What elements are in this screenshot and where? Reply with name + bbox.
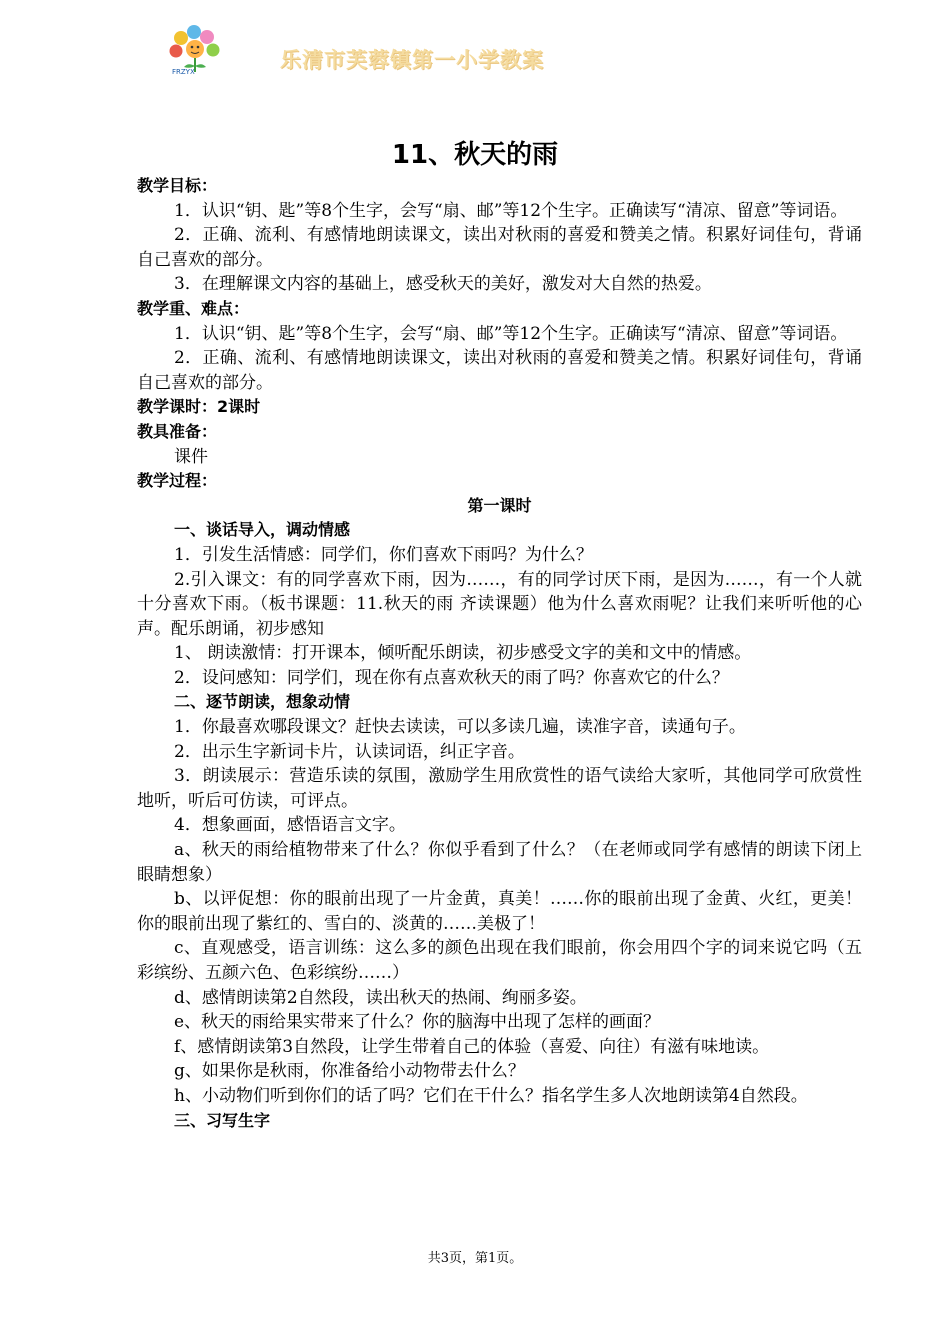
process-heading: 教学过程：	[137, 471, 218, 491]
section-item: 2．出示生字新词卡片，认读词语，纠正字音。	[174, 741, 525, 762]
logo-text: FRZYX	[172, 68, 195, 76]
section-heading: 二、逐节朗读，想象动情	[174, 692, 351, 712]
goal-item: 1．认识“钥、匙”等8个生字，会写“扇、邮”等12个生字。正确读写“清凉、留意”等词语。	[174, 200, 848, 221]
lesson-plan-body	[137, 174, 862, 1133]
lesson-title: 第一课时	[467, 495, 532, 515]
section-item: a、秋天的雨给植物带来了什么？你似乎看到了什么？（在老师或同学有感情的朗读下闭上眼睛想象）	[137, 840, 862, 885]
keypoints-heading: 教学重、难点：	[137, 298, 250, 318]
section-heading: 一、谈话导入，调动情感	[174, 520, 351, 540]
section-item: b、以评促想：你的眼前出现了一片金黄，真美！……你的眼前出现了金黄、火红，更美！你的眼前出现了紫红的、雪白的、淡黄的……美极了！	[137, 889, 862, 934]
goal-item: 2．正确、流利、有感情地朗读课文，读出对秋雨的喜爱和赞美之情。积累好词佳句，背诵自己喜欢的部分。	[137, 225, 862, 270]
section-item: 2.引入课文：有的同学喜欢下雨，因为……，有的同学讨厌下雨，是因为……，有一个人就十分喜欢下雨。（板书课题：11.秋天的雨 齐读课题）他为什么喜欢雨呢？让我们来听听他的心声。配乐朗诵，初步感知	[137, 569, 862, 639]
section-item: d、感情朗读第2自然段，读出秋天的热闹、绚丽多姿。	[174, 987, 587, 1008]
keypoint-item: 2．正确、流利、有感情地朗读课文，读出对秋雨的喜爱和赞美之情。积累好词佳句，背诵自己喜欢的部分。	[137, 348, 862, 393]
goals-heading: 教学目标：	[137, 176, 218, 195]
section-item: 3．朗读展示：营造乐读的氛围，激励学生用欣赏性的语气读给大家听，其他同学可欣赏性地听，听后可仿读，可评点。	[137, 766, 862, 811]
section-item: e、秋天的雨给果实带来了什么？你的脑海中出现了怎样的画面？	[174, 1012, 661, 1033]
teaching-hours: 教学课时：2课时	[137, 397, 261, 417]
section-item: h、小动物们听到你们的话了吗？它们在干什么？指名学生多人次地朗读第4自然段。	[174, 1085, 808, 1106]
school-logo-icon	[160, 22, 230, 88]
section-heading: 三、习写生字	[174, 1110, 271, 1130]
page-header	[160, 22, 820, 92]
goal-item: 3．在理解课文内容的基础上，感受秋天的美好，激发对大自然的热爱。	[174, 274, 712, 295]
school-name: 乐清市芙蓉镇第一小学教案	[280, 48, 544, 72]
section-item: 1．引发生活情感：同学们，你们喜欢下雨吗？为什么？	[174, 544, 593, 565]
page-footer: 共3页，第1页。	[427, 1251, 523, 1266]
document-title: 11、秋天的雨	[391, 140, 559, 170]
tools-heading: 教具准备：	[137, 421, 218, 441]
keypoint-item: 1．认识“钥、匙”等8个生字，会写“扇、邮”等12个生字。正确读写“清凉、留意”等词语。	[174, 323, 848, 344]
section-item: 2．设问感知：同学们，现在你有点喜欢秋天的雨了吗？你喜欢它的什么？	[174, 667, 729, 688]
section-item: f、感情朗读第3自然段，让学生带着自己的体验（喜爱、向往）有滋有味地读。	[174, 1036, 770, 1057]
section-item: c、直观感受，语言训练：这么多的颜色出现在我们眼前，你会用四个字的词来说它吗（五彩缤纷、五颜六色、色彩缤纷……）	[137, 938, 862, 983]
section-item: 4．想象画面，感悟语言文字。	[174, 815, 406, 836]
section-item: 1．你最喜欢哪段课文？赶快去读读，可以多读几遍，读准字音，读通句子。	[174, 717, 746, 738]
section-item: 1、 朗读激情：打开课本，倾听配乐朗读，初步感受文字的美和文中的情感。	[174, 643, 752, 664]
tools-value: 课件	[174, 446, 208, 467]
section-item: g、如果你是秋雨，你准备给小动物带去什么？	[174, 1061, 525, 1082]
